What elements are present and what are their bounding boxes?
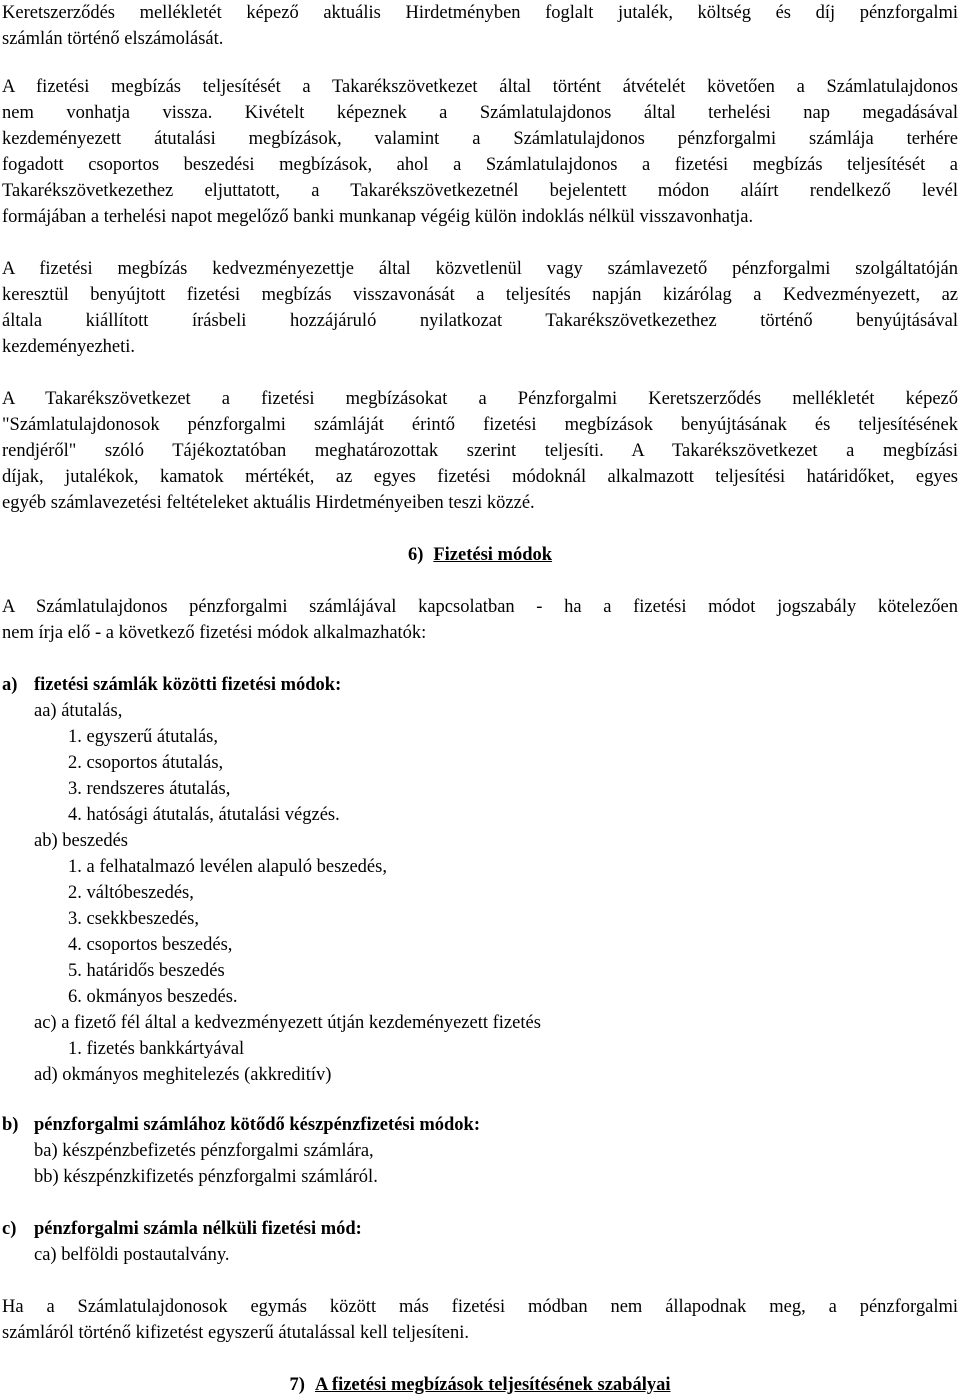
paragraph-5 (2, 594, 958, 646)
paragraph-3 (2, 256, 958, 360)
list-item: 1. fizetés bankkártyával (68, 1039, 245, 1059)
text-line: kezdeményezett átutalási megbízások, valamint a Számlatulajdonos pénzforgalmi számlája terhére (2, 129, 958, 149)
list-item: 1. a felhatalmazó levélen alapuló beszedés, (68, 857, 387, 877)
paragraph-4 (2, 386, 958, 516)
list-group-label: a) (2, 675, 18, 695)
list-group-label: b) (2, 1115, 19, 1135)
section-heading-6 (0, 542, 960, 568)
text-line: A Számlatulajdonos pénzforgalmi számlájával kapcsolatban - ha a fizetési módot jogszabály kötelezően (2, 597, 958, 617)
list-group-heading (2, 672, 958, 698)
text-line: Ha a Számlatulajdonosok egymás között más fizetési módban nem állapodnak meg, a pénzforgalmi (2, 1297, 958, 1317)
list-subheading: aa) átutalás, (34, 701, 123, 721)
text-line: rendjéről" szóló Tájékoztatóban meghatározottak szerint teljesíti. A Takarékszövetkezet a megbízási (2, 441, 958, 461)
text-line: nem vonhatja vissza. Kivételt képeznek a Számlatulajdonos által terhelési nap megadásával (2, 103, 958, 123)
list-item: 3. csekkbeszedés, (68, 909, 199, 929)
text-line: díjak, jutalékok, kamatok mértékét, az egyes fizetési módoknál alkalmazott teljesítési határidőket, egyes (2, 467, 958, 487)
text-line: "Számlatulajdonosok pénzforgalmi számláját érintő fizetési megbízások benyújtásának és teljesítésének (2, 415, 958, 435)
section-number: 7) (289, 1375, 305, 1395)
list-group-title: pénzforgalmi számla nélküli fizetési mód: (34, 1219, 362, 1239)
list-group-a (2, 672, 958, 1088)
paragraph-1 (2, 0, 958, 52)
text-line: A Takarékszövetkezet a fizetési megbízásokat a Pénzforgalmi Keretszerződés mellékletét képező (2, 389, 958, 409)
list-group-title: fizetési számlák közötti fizetési módok: (34, 675, 342, 695)
list-subheading: ac) a fizető fél által a kedvezményezett útján kezdeményezett fizetés (34, 1013, 541, 1033)
text-line: Keretszerződés mellékletét képező aktuális Hirdetményben foglalt jutalék, költség és díj pénzforgalmi (2, 3, 958, 23)
list-group-b (2, 1112, 958, 1190)
section-title: A fizetési megbízások teljesítésének szabályai (314, 1375, 671, 1395)
list-group-label: c) (2, 1219, 17, 1239)
section-heading-7 (0, 1372, 960, 1398)
list-item: ba) készpénzbefizetés pénzforgalmi számlára, (34, 1141, 374, 1161)
paragraph-6 (2, 1294, 958, 1346)
section-number: 6) (407, 545, 424, 565)
list-item: 1. egyszerű átutalás, (68, 727, 218, 747)
list-group-title: pénzforgalmi számlához kötődő készpénzfizetési módok: (34, 1115, 481, 1135)
text-line: általa kiállított írásbeli hozzájáruló nyilatkozat Takarékszövetkezethez történő benyújtásával (2, 311, 958, 331)
text-line: számlán történő elszámolását. (2, 29, 224, 49)
list-subheading: ab) beszedés (34, 831, 128, 851)
paragraph-2 (2, 74, 958, 230)
text-line: Takarékszövetkezethez eljuttatott, a Takarékszövetkezetnél bejelentett módon aláírt rendelkező levél (2, 181, 958, 201)
text-line: A fizetési megbízás kedvezményezettje által közvetlenül vagy számlavezető pénzforgalmi szolgáltatóján (2, 259, 958, 279)
text-line: formájában a terhelési napot megelőző banki munkanap végéig külön indoklás nélkül visszavonhatja. (2, 207, 754, 227)
text-line: A fizetési megbízás teljesítését a Takarékszövetkezet által történt átvételét követően a Számlatulajdonos (2, 77, 958, 97)
list-subheading: ad) okmányos meghitelezés (akkreditív) (34, 1065, 332, 1085)
text-line: fogadott csoportos beszedési megbízások, ahol a Számlatulajdonos a fizetési megbízás teljesítését a (2, 155, 958, 175)
list-group-heading (2, 1216, 958, 1242)
text-line: keresztül benyújtott fizetési megbízás visszavonását a teljesítés napján kizárólag a Kedvezményezett, az (2, 285, 958, 305)
list-item: 4. csoportos beszedés, (68, 935, 233, 955)
list-item: 6. okmányos beszedés. (68, 987, 238, 1007)
list-group-heading (2, 1112, 958, 1138)
text-line: nem írja elő - a következő fizetési módok alkalmazhatók: (2, 623, 427, 643)
list-item: 4. hatósági átutalás, átutalási végzés. (68, 805, 340, 825)
list-item: ca) belföldi postautalvány. (34, 1245, 230, 1265)
list-group-c (2, 1216, 958, 1268)
list-item: 3. rendszeres átutalás, (68, 779, 231, 799)
text-line: egyéb számlavezetési feltételeket aktuális Hirdetményeiben teszi közzé. (2, 493, 535, 513)
list-item: 2. csoportos átutalás, (68, 753, 224, 773)
text-line: számláról történő kifizetést egyszerű átutalással kell teljesíteni. (2, 1323, 469, 1343)
list-item: 5. határidős beszedés (68, 961, 225, 981)
section-title: Fizetési módok (433, 545, 553, 565)
list-item: bb) készpénzkifizetés pénzforgalmi számláról. (34, 1167, 378, 1187)
list-item: 2. váltóbeszedés, (68, 883, 194, 903)
text-line: kezdeményezheti. (2, 337, 136, 357)
